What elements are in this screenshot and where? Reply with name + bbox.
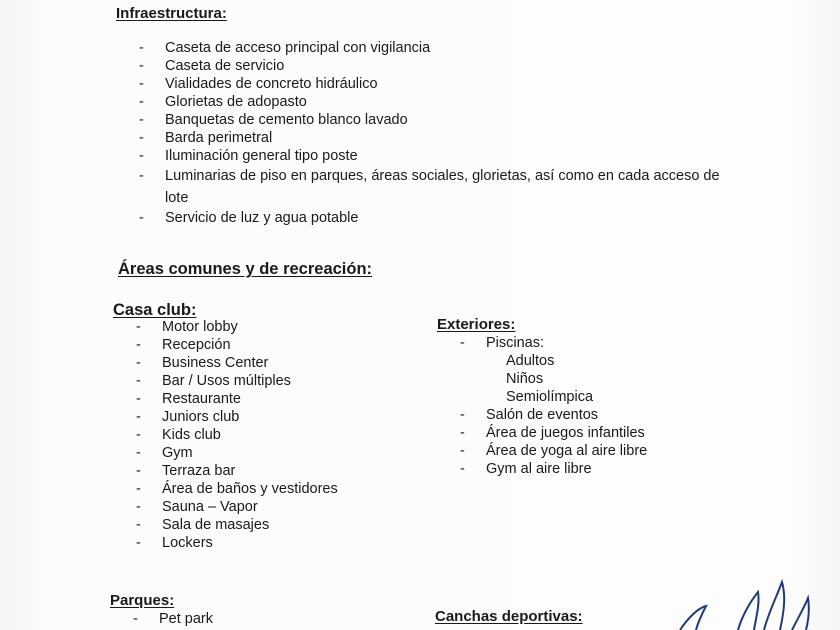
list-subitem: Adultos xyxy=(506,353,555,369)
list-item: - Área de juegos infantiles xyxy=(460,424,760,442)
list-item: - Juniors club xyxy=(136,408,436,426)
list-item: - Sauna – Vapor xyxy=(136,498,436,516)
list-item: - Restaurante xyxy=(136,390,436,408)
list-item: - Iluminación general tipo poste xyxy=(139,147,729,165)
list-item: - Gym al aire libre xyxy=(460,460,760,478)
exteriores-list xyxy=(460,334,760,478)
list-subitem: Niños xyxy=(506,371,544,387)
list-item: - Salón de eventos xyxy=(460,406,760,424)
parques-heading: Parques: xyxy=(110,592,175,609)
list-subitem: Semiolímpica xyxy=(506,389,594,405)
casa-club-list xyxy=(136,318,436,552)
list-item: - Gym xyxy=(136,444,436,462)
list-item: - Business Center xyxy=(136,354,436,372)
list-item: - Kids club xyxy=(136,426,436,444)
list-item: - Área de yoga al aire libre xyxy=(460,442,760,460)
list-item: - Sala de masajes xyxy=(136,516,436,534)
signature-icon xyxy=(668,578,838,630)
parques-list xyxy=(133,610,433,628)
list-item: - Bar / Usos múltiples xyxy=(136,372,436,390)
infra-heading: Infraestructura: xyxy=(116,5,227,22)
list-item: - Motor lobby xyxy=(136,318,436,336)
areas-heading: Áreas comunes y de recreación: xyxy=(118,260,373,278)
list-item: - Terraza bar xyxy=(136,462,436,480)
list-item: - Recepción xyxy=(136,336,436,354)
list-item: - Barda perimetral xyxy=(139,129,729,147)
list-item: - Banquetas de cemento blanco lavado xyxy=(139,111,729,129)
list-item: - Luminarias de piso en parques, áreas sociales, glorietas, así como en cada acceso de lote xyxy=(139,165,729,209)
list-item: - Servicio de luz y agua potable xyxy=(139,209,729,227)
infra-list xyxy=(139,39,729,227)
list-item: - Caseta de acceso principal con vigilancia xyxy=(139,39,729,57)
list-item: - Piscinas: xyxy=(460,334,760,352)
exteriores-heading: Exteriores: xyxy=(437,316,516,333)
list-item: - Lockers xyxy=(136,534,436,552)
list-item: - Área de baños y vestidores xyxy=(136,480,436,498)
canchas-heading: Canchas deportivas: xyxy=(435,608,583,625)
list-item: - Vialidades de concreto hidráulico xyxy=(139,75,729,93)
list-item: - Caseta de servicio xyxy=(139,57,729,75)
list-item: - Glorietas de adopasto xyxy=(139,93,729,111)
casa-club-heading: Casa club: xyxy=(113,301,197,319)
list-item: - Pet park xyxy=(133,610,433,628)
